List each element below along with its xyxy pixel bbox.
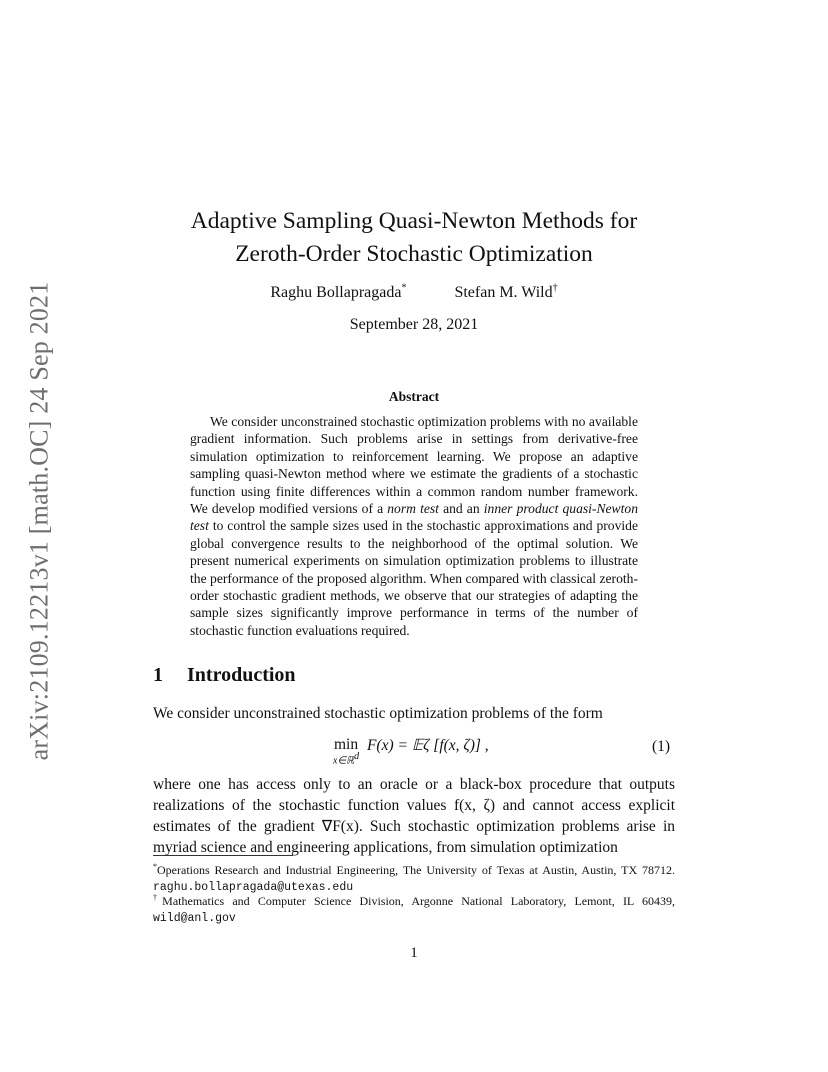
author-2 xyxy=(454,284,557,301)
equation-subscript xyxy=(333,751,359,766)
footnote-2-text: Mathematics and Computer Science Division, Argonne National Laboratory, Lemont, IL 60439, xyxy=(162,894,675,908)
author-1 xyxy=(270,284,406,301)
author-2-mark: † xyxy=(552,283,558,294)
page-number: 1 xyxy=(410,945,418,961)
section-heading xyxy=(153,664,296,687)
equation-number: (1) xyxy=(652,738,671,755)
intro-paragraph-2: where one has access only to an oracle or a black-box procedure that outputs realizations of the stochastic function values f(x, ζ) and cannot access explicit estimates of the gradient ∇F(x). Such stochastic optimization problems arise in myriad science and engineering applications, from simulation optimization xyxy=(153,776,675,856)
footnote-2-email[interactable]: wild@anl.gov xyxy=(153,912,236,925)
author-1-mark: * xyxy=(401,283,407,294)
abstract-emphasis-2: inner product quasi-Newton test xyxy=(190,501,638,534)
abstract-emphasis-1: norm test xyxy=(387,501,439,517)
intro-paragraph-1: We consider unconstrained stochastic optimization problems of the form xyxy=(153,705,603,722)
footnote-1-mark: * xyxy=(153,862,157,871)
authors xyxy=(150,283,678,302)
footnote-2-mark: † xyxy=(153,893,163,902)
equation-min-operator xyxy=(333,736,359,766)
equation-body: F(x) = 𝔼ζ [f(x, ζ)] , xyxy=(366,737,489,754)
abstract-text-3: to control the sample sizes used in the stochastic approximations and provide global convergence results to the neighborhood of the optimal solution. We present numerical experiments on simulation optimization problems to illustrate the performance of the proposed algorithm. When compared with classical zeroth-order stochastic gradient methods, we observe that our strategies of adapting the sample sizes significantly improve performance in terms of the number of stochastic function evaluations required. xyxy=(190,518,638,638)
footnote-2 xyxy=(153,890,675,927)
paper-date: September 28, 2021 xyxy=(349,316,479,333)
section-number: 1 xyxy=(153,664,163,686)
author-2-name: Stefan M. Wild xyxy=(454,284,553,302)
footnote-1-email[interactable]: raghu.bollapragada@utexas.edu xyxy=(153,881,354,894)
section-title: Introduction xyxy=(187,664,296,686)
abstract-body xyxy=(190,413,638,639)
author-1-name: Raghu Bollapragada xyxy=(270,284,402,302)
abstract-text-1: We consider unconstrained stochastic optimization problems with no available gradient information. Such problems arise in settings from derivative-free simulation optimization to reinforcement learning. We propose an adaptive sampling quasi-Newton method where we estimate the gradients of a stochastic function using finite differences within a common random number framework. We develop modified versions of a xyxy=(190,414,638,517)
paper-title xyxy=(150,205,678,271)
title-line-2: Zeroth-Order Stochastic Optimization xyxy=(235,241,593,267)
equation-1 xyxy=(333,736,489,766)
title-line-1: Adaptive Sampling Quasi-Newton Methods for xyxy=(190,208,638,234)
arxiv-stamp-text: arXiv:2109.12213v1 [math.OC] 24 Sep 2021 xyxy=(24,281,53,760)
footnote-1-text: Operations Research and Industrial Engineering, The University of Texas at Austin, Austin, TX 78712. xyxy=(157,863,675,877)
equation-subscript-text: x∈ℝ xyxy=(333,755,355,767)
footnote-rule xyxy=(153,855,293,856)
equation-min: min xyxy=(333,736,359,753)
abstract-text-2: and an xyxy=(438,501,484,517)
abstract-heading: Abstract xyxy=(388,389,440,404)
equation-subscript-sup: d xyxy=(354,751,360,762)
arxiv-stamp xyxy=(19,268,59,773)
